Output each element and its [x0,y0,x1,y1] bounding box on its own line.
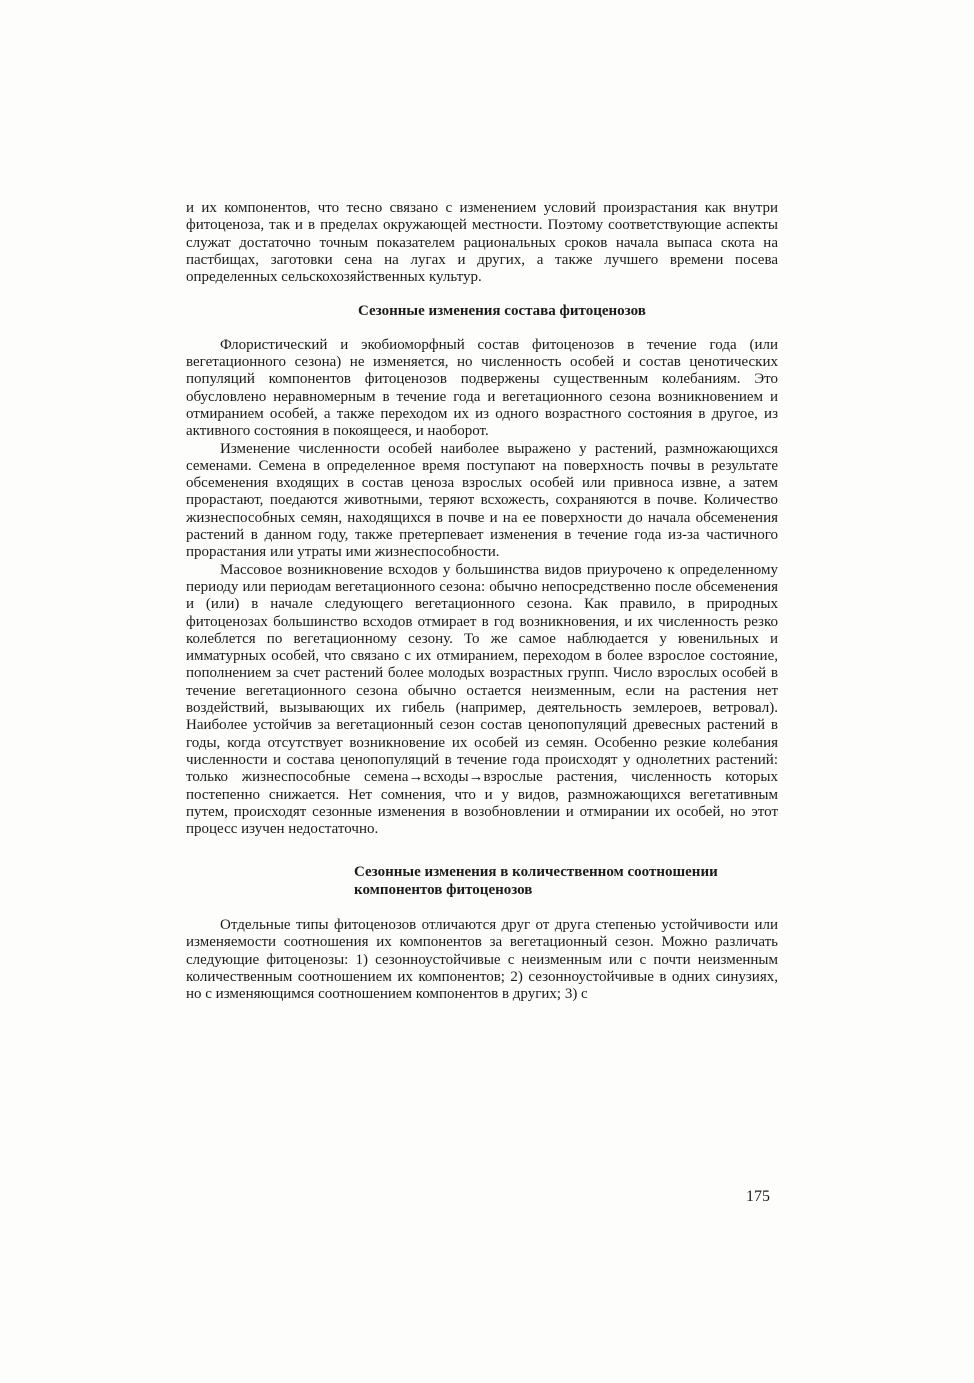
paragraph-floristic-composition: Флористический и экобиоморфный состав фитоценозов в течение года (или вегетационного сезона) не изменяется, но численность особей и состав ценотических популяций компонентов фитоценозов подвержены существенным колебаниям. Это обусловлено неравномерным в течение года и вегетационного сезона возникновением и отмиранием особей, а также переходом их из одного возрастного состояния в другое, из активного состояния в покоящееся, и наоборот. [186,336,778,440]
section-heading-quantitative-line1: Сезонные изменения в количественном соотношении [354,864,718,881]
section-heading-composition: Сезонные изменения состава фитоценозов [358,303,646,320]
paragraph-seed-reproduction: Изменение численности особей наиболее выражено у растений, размножающихся семенами. Семена в определенное время поступают на поверхность почвы в результате обсеменения входящих в состав ценоза взрослых особей или привноса извне, а затем прорастают, поедаются животными, теряют всхожесть, сохраняются в почве. Количество жизнеспособных семян, находящихся в почве и на ее поверхности до начала обсеменения растений в данном году, также претерпевает изменения в течение года из-за частичного прорастания или утраты ими жизнеспособности. [186,440,778,561]
paragraph-seedlings: Массовое возникновение всходов у большинства видов приурочено к определенному периоду или периодам вегетационного сезона: обычно непосредственно после обсеменения и (или) в начале следующего вегетационного сезона. Как правило, в природных фитоценозах большинство всходов отмирает в год возникновения, и их численность резко колеблется по вегетационному сезону. То же самое наблюдается у ювенильных и имматурных особей, что связано с их отмиранием, переходом в более взрослое состояние, пополнением за счет растений более молодых возрастных групп. Число взрослых особей в течение вегетационного сезона обычно остается неизменным, если на растения нет воздействий, вызывающих их гибель (например, деятельность землероев, ветровал). Наиболее устойчив за вегетационный сезон состав ценопопуляций древесных растений в годы, когда отсутствует возникновение их особей из семян. Особенно резкие колебания численности и состава ценопопуляций в течение года происходят у однолетних растений: только жизнеспособные семена→всходы→взрослые растения, численность которых постепенно снижается. Нет сомнения, что и у видов, размножающихся вегетативным путем, происходят сезонные изменения в возобновлении и отмирании их особей, но этот процесс изучен недостаточно. [186,561,778,838]
paragraph-phytocenosis-types: Отдельные типы фитоценозов отличаются друг от друга степенью устойчивости или изменяемости соотношения их компонентов за вегетационный сезон. Можно различать следующие фитоценозы: 1) сезонноустойчивые с неизменным или с почти неизменным количественным соотношением их компонентов; 2) сезонноустойчивые в одних синузиях, но с изменяющимся соотношением компонентов в других; 3) с [186,916,778,1003]
section-heading-quantitative-line2: компонентов фитоценозов [354,881,533,898]
paragraph-intro: и их компонентов, что тесно связано с изменением условий произрастания как внутри фитоценоза, так и в пределах окружающей местности. Поэтому соответствующие аспекты служат достаточно точным показателем рациональных сроков начала выпаса скота на пастбищах, заготовки сена на лугах и других, а также лучшего времени посева определенных сельскохозяйственных культур. [186,200,778,286]
page-number: 175 [746,1188,770,1205]
section-heading-quantitative [186,864,778,899]
page-text [186,200,778,1003]
